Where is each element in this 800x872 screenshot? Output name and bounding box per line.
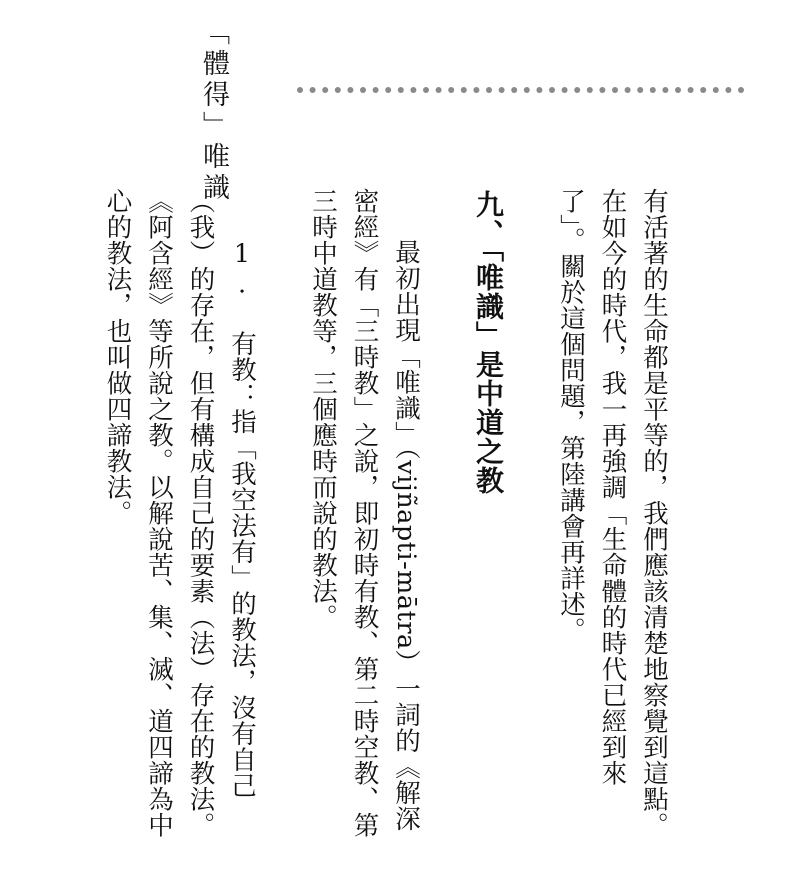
rule-dot: [347, 87, 353, 93]
rule-dot: [675, 87, 681, 93]
rule-dot: [688, 87, 694, 93]
rule-dot: [385, 87, 391, 93]
rule-dot: [486, 87, 492, 93]
rule-dot: [587, 87, 593, 93]
rule-dot: [574, 87, 580, 93]
rule-dot: [549, 87, 555, 93]
dotted-rule: [296, 85, 748, 95]
rule-dot: [612, 87, 618, 93]
rule-dot: [360, 87, 366, 93]
rule-dot: [650, 87, 656, 93]
rule-dot: [473, 87, 479, 93]
rule-dot: [322, 87, 328, 93]
rule-dot: [637, 87, 643, 93]
running-head: 「體得」唯識: [198, 18, 229, 204]
rule-dot: [536, 87, 542, 93]
sanskrit-term: vijñapti-mātra: [391, 460, 421, 650]
rule-dot: [713, 87, 719, 93]
rule-dot: [297, 87, 303, 93]
para2-text-start: 最初出現「唯識」（: [391, 239, 421, 461]
para2-text-end: ）一詞的《解深密經》有「三時教」之說，即初時有教、第二時空教、第三時中道教等，三個應時而說的教法。: [308, 188, 421, 838]
rule-dot: [738, 87, 744, 93]
rule-dot: [436, 87, 442, 93]
rule-dot: [373, 87, 379, 93]
rule-dot: [700, 87, 706, 93]
rule-dot: [461, 87, 467, 93]
paragraph-three-periods: [300, 188, 426, 848]
paragraph-intro: 有活著的生命都是平等的，我們應該清楚地察覺到這點。在如今的時代，我一再強調「生命體的時代已經到來了」。關於這個問題，第陸講會再詳述。: [556, 188, 669, 838]
rule-dot: [524, 87, 530, 93]
rule-dot: [335, 87, 341, 93]
rule-dot: [562, 87, 568, 93]
rule-dot: [725, 87, 731, 93]
rule-dot: [499, 87, 505, 93]
rule-dot: [310, 87, 316, 93]
list-item-1: 1. 有教：指「我空法有」的教法，沒有自己（我）的存在，但有構成自己的要素（法）存在的教法。《阿含經》等所說之教。以解說苦、集、滅、道四諦為中心的教法，也叫做四諦教法。: [102, 188, 257, 838]
rule-dot: [448, 87, 454, 93]
rule-dot: [599, 87, 605, 93]
rule-dot: [662, 87, 668, 93]
rule-dot: [625, 87, 631, 93]
rule-dot: [398, 87, 404, 93]
section-heading: 九、「唯識」是中道之教: [472, 190, 505, 495]
rule-dot: [511, 87, 517, 93]
rule-dot: [410, 87, 416, 93]
rule-dot: [423, 87, 429, 93]
